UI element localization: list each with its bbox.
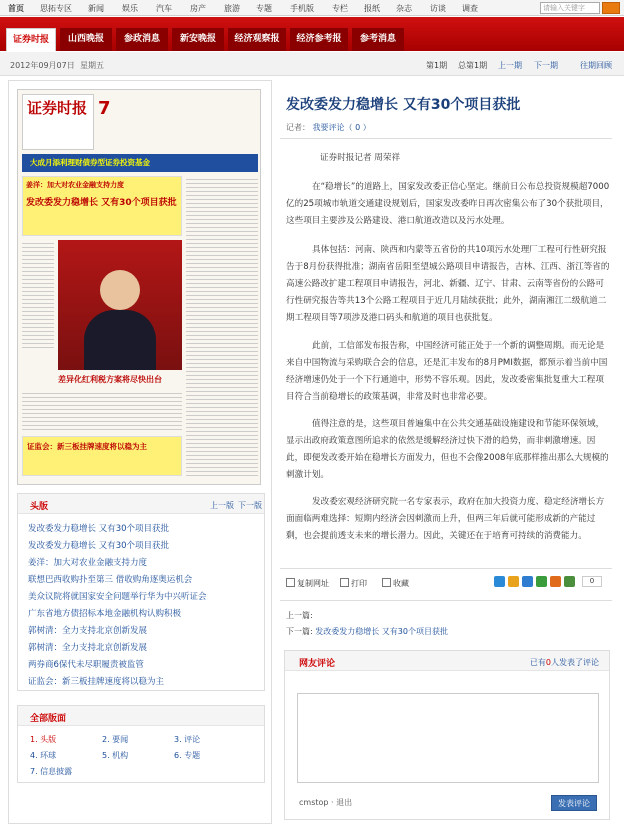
portrait-suit <box>84 310 156 370</box>
tab-economic-observer[interactable]: 经济观察报 <box>228 28 286 51</box>
article-paragraph-2: 具体包括：河南、陕西和内蒙等五省份的共10项污水处理厂工程可行性研究报告于8月份获得批准；湖南省岳阳至望城公路项目申请报告，吉林、江西、浙江等省的高速公路改扩建工程项目申请报告，河北、新疆、辽宁、甘肃、云南等省份的公路可行性研究报告等共13个公路工程项目于近几月陆续获批；此外，湖南湘江二级航道二期工程项目等7项涉及港口码头和航道的项目也获批复。 <box>286 245 610 323</box>
copy-url-label: 复制网址 <box>297 579 329 588</box>
share-weibo-icon[interactable] <box>494 576 505 587</box>
nav-magazine[interactable]: 杂志 <box>396 4 412 13</box>
article-byline: 证券时报记者 周荣祥 <box>320 153 401 163</box>
page-link-1[interactable]: 1. 头版 <box>30 735 57 744</box>
portrait-face <box>100 270 140 310</box>
nav-column[interactable]: 专栏 <box>332 4 348 13</box>
article-title: 发改委发力稳增长 又有30个项目获批 <box>286 97 521 113</box>
list-item[interactable]: 两券商6保代未尽职履责被监管 <box>28 660 144 670</box>
tab-securities-times[interactable]: 证券时报 <box>6 28 56 51</box>
tab-economic-reference[interactable]: 经济参考报 <box>290 28 348 51</box>
page-link-3[interactable]: 3. 评论 <box>174 735 201 744</box>
prev-page-link[interactable]: 上一版 <box>210 501 234 510</box>
tab-shanxi-evening[interactable]: 山西晚报 <box>60 28 112 51</box>
title-divider <box>280 138 612 139</box>
next-article-label: 下一篇: <box>286 627 313 636</box>
headline-b: 姜洋：加大对农业金融支持力度 <box>26 181 124 189</box>
nav-sito[interactable]: 思拓专区 <box>40 4 72 13</box>
bottom-headline-block <box>22 436 182 476</box>
prev-article <box>286 610 313 621</box>
frontpage-article-list <box>17 493 265 691</box>
issue-number: 第1期 <box>426 61 448 70</box>
next-article-link[interactable]: 发改委发力稳增长 又有30个项目获批 <box>315 627 448 636</box>
list-item[interactable]: 美众议院将就国家安全问题举行华为中兴听证会 <box>28 592 207 602</box>
all-pages-header <box>18 706 264 726</box>
comment-count-link[interactable]: 我要评论（ 0 ） <box>312 123 371 132</box>
printer-icon <box>340 578 349 587</box>
article-paragraph-1: 在“稳增长”的道路上，国家发改委正信心坚定。继前日公布总投资规模超7000亿的25项城市轨道交通建设规划后，国家发改委昨日再次密集公布了30个获批项目，这些项目主要涉及公路建设、港口航道改造以及污水处理。 <box>286 182 610 226</box>
list-item[interactable]: 郭树清：全力支持北京创新发展 <box>28 643 148 653</box>
favorite-label: 收藏 <box>393 579 409 588</box>
tools-divider <box>280 568 612 569</box>
prev-issue-link[interactable]: 上一期 <box>498 61 522 70</box>
favorite-button[interactable] <box>382 578 409 589</box>
headline-e: 证监会：新三板挂牌速度将以稳为主 <box>27 442 147 451</box>
headline-block <box>22 176 182 236</box>
body-text <box>22 390 182 432</box>
nav-auto[interactable]: 汽车 <box>156 4 172 13</box>
headline-d: 差异化红利税方案将尽快出台 <box>58 375 162 384</box>
headline-c: 发改委发力稳增长 又有30个项目获批 <box>26 198 177 208</box>
paper-tab-bar <box>0 17 624 51</box>
masthead-block <box>22 94 94 150</box>
cover-photo <box>58 240 182 370</box>
nav-news[interactable]: 新闻 <box>88 4 104 13</box>
column-text <box>186 176 258 476</box>
article-paragraph-5: 发改委宏观经济研究院一名专家表示，政府在加大投资力度、稳定经济增长方面面临两难选择：短期内经济会因刺激而上升，但两三年后就可能形成新的产能过剩，也会提前透支未来的增长潜力。因此，关键还在于培育可持续的消费能力。 <box>286 497 605 541</box>
star-icon <box>382 578 391 587</box>
comment-count-number: 0 <box>545 658 551 667</box>
author-label: 记者： <box>286 123 310 132</box>
article-meta <box>286 122 371 133</box>
comment-header <box>285 651 609 671</box>
share-douban-icon[interactable] <box>536 576 547 587</box>
comment-count[interactable] <box>530 657 599 668</box>
all-pages-title: 全部版面 <box>30 714 67 724</box>
masthead-title: 证券时报 <box>27 99 88 117</box>
nav-survey[interactable]: 调查 <box>462 4 478 13</box>
top-nav <box>0 0 624 16</box>
left-panel <box>8 80 272 824</box>
all-pages-box <box>17 705 265 783</box>
list-item[interactable]: 发改委发力稳增长 又有30个项目获批 <box>28 541 170 551</box>
comment-count-prefix: 已有 <box>529 658 546 667</box>
issue-date: 2012年09月07日 <box>10 61 75 70</box>
copy-url-button[interactable] <box>286 578 329 589</box>
comment-textarea[interactable] <box>297 693 599 783</box>
nav-travel[interactable]: 旅游 <box>224 4 240 13</box>
page-link-6[interactable]: 6. 专题 <box>174 751 201 760</box>
list-item[interactable]: 证监会：新三板挂牌速度将以稳为主 <box>28 677 165 687</box>
share-more-icon[interactable] <box>564 576 575 587</box>
comment-title: 网友评论 <box>299 659 336 669</box>
login-status[interactable]: cmstop · 退出 <box>299 798 353 807</box>
page-number: 7 <box>98 98 111 119</box>
side-text <box>22 240 54 350</box>
tab-reference-news[interactable]: 参考消息 <box>352 28 404 51</box>
share-qzone-icon[interactable] <box>508 576 519 587</box>
page-link-2[interactable]: 2. 要闻 <box>102 735 129 744</box>
submit-comment-button[interactable]: 发表评论 <box>551 795 597 811</box>
issue-total: 总第1期 <box>458 61 488 70</box>
nav-interview[interactable]: 访谈 <box>430 4 446 13</box>
article-paragraph-3: 此前，工信部发布报告称，中国经济可能正处于一个新的调整周期。而无论是来自中国物流与采购联合会的信息，还是汇丰发布的8月PMI数据，都预示着当前中国经济增速仍处于一个下行通道中，形势不容乐观。因此，发改委密集批复重大工程项目符合当前稳增长的政策基调，非常及时也非常必要。 <box>286 341 608 402</box>
tab-canzheng[interactable]: 参政消息 <box>116 28 168 51</box>
prevnext-divider <box>280 600 612 601</box>
tab-xinan-evening[interactable]: 新安晚报 <box>172 28 224 51</box>
print-label: 打印 <box>351 579 367 588</box>
share-count: 0 <box>582 576 602 587</box>
page-link-7[interactable]: 7. 信息披露 <box>30 767 73 776</box>
issue-bar <box>0 52 624 76</box>
article-panel <box>276 80 616 824</box>
share-kaixin-icon[interactable] <box>550 576 561 587</box>
nav-topic[interactable]: 专题 <box>256 4 272 13</box>
print-button[interactable] <box>340 578 367 589</box>
list-item[interactable]: 广东省地方债招标本地金融机构认购积极 <box>28 609 182 619</box>
issue-weekday: 星期五 <box>80 61 104 70</box>
list-item[interactable]: 郭树清：全力支持北京创新发展 <box>28 626 148 636</box>
nav-mobile[interactable]: 手机版 <box>290 4 314 13</box>
nav-home[interactable]: 首页 <box>8 4 24 13</box>
next-article <box>286 626 448 637</box>
next-issue-link[interactable]: 下一期 <box>534 61 558 70</box>
page-link-5[interactable]: 5. 机构 <box>102 751 129 760</box>
next-page-link[interactable]: 下一版 <box>238 501 262 510</box>
nav-house[interactable]: 房产 <box>190 4 206 13</box>
share-renren-icon[interactable] <box>522 576 533 587</box>
frontpage-title: 头版 <box>30 502 49 512</box>
newspaper-front-page[interactable] <box>17 89 261 485</box>
copy-icon <box>286 578 295 587</box>
search-button[interactable] <box>602 2 620 14</box>
prev-article-label: 上一篇: <box>286 611 313 620</box>
article-paragraph-4: 值得注意的是，这些项目普遍集中在公共交通基础设施建设和节能环保领域，显示出政府政策意图所追求的依然是缓解经济过快下滑的趋势，而非刺激增速。因此，即便发改委开始在稳增长方面发力，但也不会像2008年底那样推出那么大规模的刺激计划。 <box>286 419 609 480</box>
ad-banner: 大成月添利理财债券型证券投资基金 <box>22 154 258 172</box>
page-link-4[interactable]: 4. 环球 <box>30 751 57 760</box>
list-item[interactable]: 姜洋：加大对农业金融支持力度 <box>28 558 148 568</box>
archive-link[interactable]: 往期回顾 <box>580 61 612 70</box>
list-item[interactable]: 联想巴西收购扑至第三 借收购角逐奥运机会 <box>28 575 193 585</box>
search-input[interactable]: 请输入关键字 <box>540 2 600 14</box>
list-item[interactable]: 发改委发力稳增长 又有30个项目获批 <box>28 524 170 534</box>
nav-ent[interactable]: 娱乐 <box>122 4 138 13</box>
comment-count-suffix: 人发表了评论 <box>551 658 599 667</box>
frontpage-header <box>18 494 264 514</box>
comment-box <box>284 650 610 820</box>
nav-paper[interactable]: 报纸 <box>364 4 380 13</box>
